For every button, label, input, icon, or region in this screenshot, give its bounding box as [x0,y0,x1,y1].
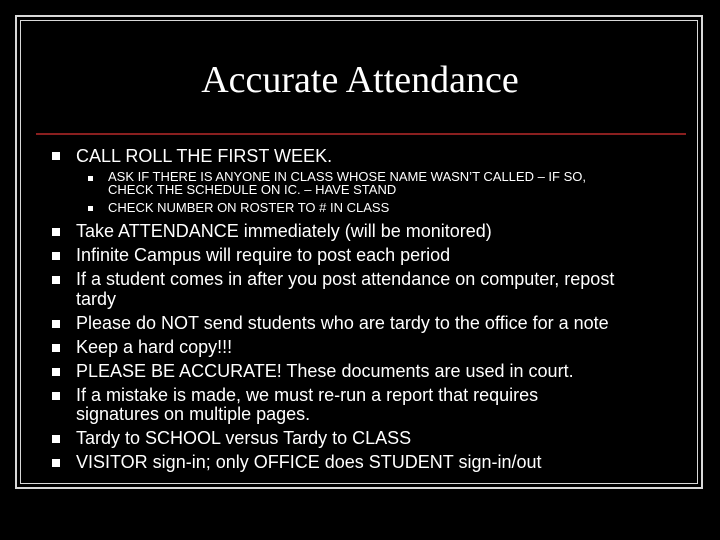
bullet-text: Tardy to SCHOOL versus Tardy to CLASS [76,428,412,448]
bullet-icon [52,276,60,284]
slide-title: Accurate Attendance [201,59,519,101]
bullet-icon [52,435,60,443]
bullet-text: PLEASE BE ACCURATE! These documents are used in court. [76,361,574,381]
bullet-icon [52,252,60,260]
bullet-text: If a student comes in after you post attendance on computer, repost [76,269,615,289]
bullet-text: If a mistake is made, we must re-run a report that requires [76,385,539,405]
bullet-icon [52,368,60,376]
bullet-icon [52,228,60,236]
bullet-icon [52,320,60,328]
bullet-icon [52,152,60,160]
sub-bullet-icon [88,206,93,211]
bullet-text: CALL ROLL THE FIRST WEEK. [76,146,333,166]
bullet-text: Please do NOT send students who are tardy to the office for a note [76,313,609,333]
sub-bullet-text: ASK IF THERE IS ANYONE IN CLASS WHOSE NAME WASN’T CALLED – IF SO, [108,169,586,184]
sub-bullet-text-continued: CHECK THE SCHEDULE ON IC. – HAVE STAND [108,182,397,197]
sub-bullet-text: CHECK NUMBER ON ROSTER TO # IN CLASS [108,200,390,215]
bullet-text: VISITOR sign-in; only OFFICE does STUDENT sign-in/out [76,452,542,472]
bullet-text-continued: signatures on multiple pages. [76,404,311,424]
bullet-text-continued: tardy [76,289,117,309]
bullet-text: Infinite Campus will require to post each period [76,245,451,265]
title-divider [36,133,686,135]
bullet-icon [52,459,60,467]
bullet-icon [52,344,60,352]
bullet-text: Keep a hard copy!!! [76,337,233,357]
bullet-text: Take ATTENDANCE immediately (will be monitored) [76,221,492,241]
sub-bullet-icon [88,176,93,181]
bullet-icon [52,392,60,400]
